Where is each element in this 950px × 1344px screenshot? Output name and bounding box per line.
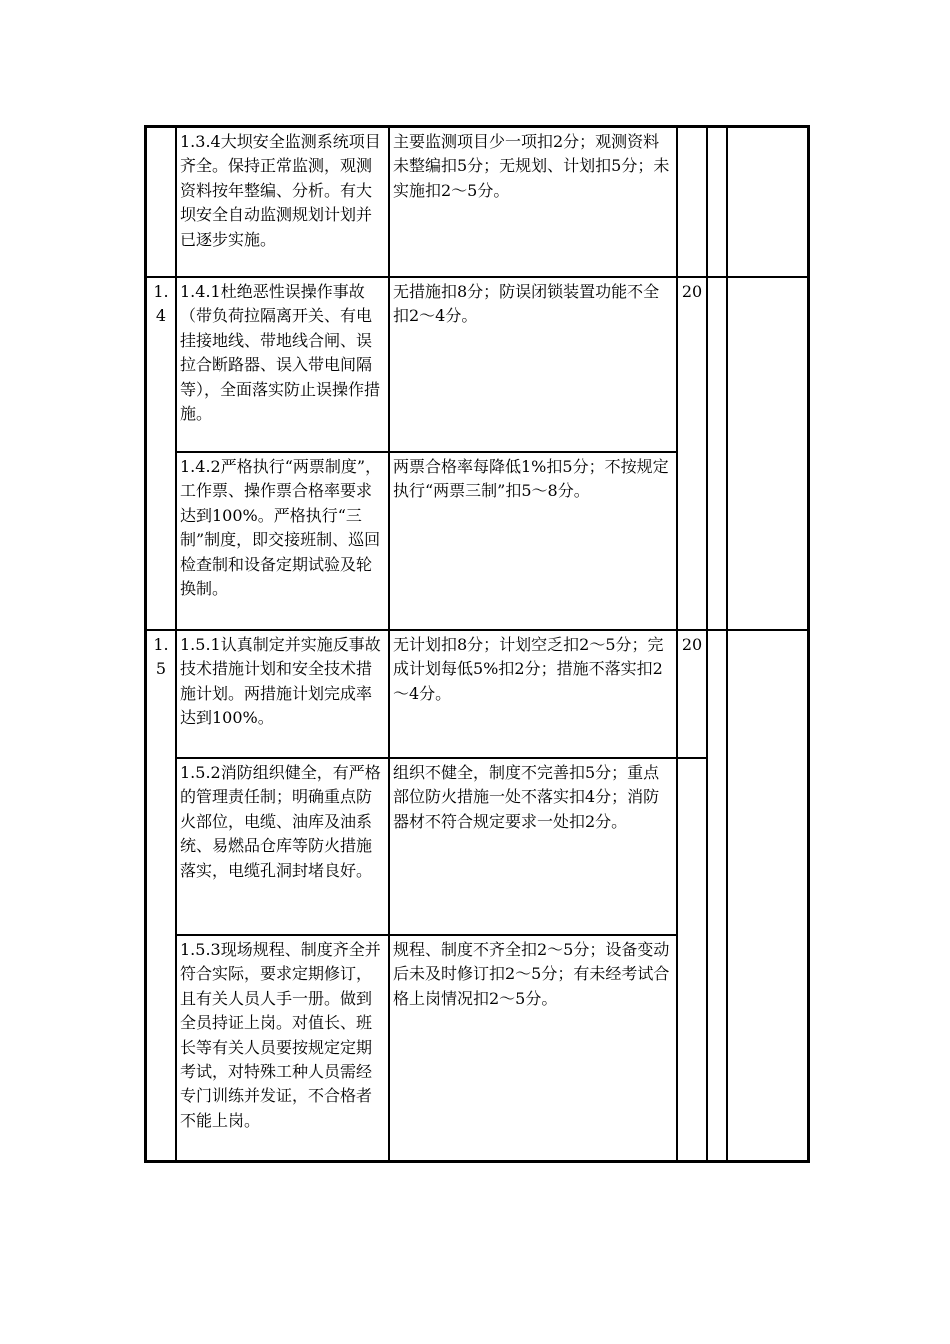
item-requirement-cell: 1.5.3现场规程、制度齐全并符合实际，要求定期修订，且有关人员人手一册。做到全员持证上岗。对值长、班长等有关人员要按规定定期考试，对特殊工种人员需经专门训练并发证，不合格者不能上岗。: [176, 935, 389, 1161]
blank-cell: [707, 277, 727, 630]
table-row: [146, 277, 808, 452]
remarks-cell: [727, 277, 808, 630]
deduction-rule-cell: 两票合格率每降低1%扣5分；不按规定执行“两票三制”扣5～8分。: [389, 452, 677, 630]
score-cell: [677, 127, 707, 277]
group-number-cell: 1.4: [146, 277, 176, 630]
item-requirement-cell: 1.3.4大坝安全监测系统项目齐全。保持正常监测，观测资料按年整编、分析。有大坝安全自动监测规划计划并已逐步实施。: [176, 127, 389, 277]
scoring-table: [144, 125, 810, 1163]
item-requirement-cell: 1.5.2消防组织健全，有严格的管理责任制；明确重点防火部位，电缆、油库及油系统、易燃品仓库等防火措施落实，电缆孔洞封堵良好。: [176, 758, 389, 935]
remarks-cell: [727, 630, 808, 1161]
deduction-rule-cell: 主要监测项目少一项扣2分；观测资料未整编扣5分；无规划、计划扣5分；未实施扣2～5分。: [389, 127, 677, 277]
deduction-rule-cell: 无计划扣8分；计划空乏扣2～5分；完成计划每低5%扣2分；措施不落实扣2～4分。: [389, 630, 677, 758]
score-cell: 20: [677, 277, 707, 630]
score-cell: [677, 758, 707, 1161]
item-requirement-cell: 1.4.2严格执行“两票制度”，工作票、操作票合格率要求达到100%。严格执行“三制”制度，即交接班制、巡回检查制和设备定期试验及轮换制。: [176, 452, 389, 630]
blank-cell: [707, 630, 727, 1161]
deduction-rule-cell: 无措施扣8分；防误闭锁装置功能不全扣2～4分。: [389, 277, 677, 452]
score-cell: 20: [677, 630, 707, 758]
deduction-rule-cell: 规程、制度不齐全扣2～5分；设备变动后未及时修订扣2～5分；有未经考试合格上岗情况扣2～5分。: [389, 935, 677, 1161]
table-row: [146, 127, 808, 277]
item-requirement-cell: 1.5.1认真制定并实施反事故技术措施计划和安全技术措施计划。两措施计划完成率达到100%。: [176, 630, 389, 758]
item-requirement-cell: 1.4.1杜绝恶性误操作事故（带负荷拉隔离开关、有电挂接地线、带地线合闸、误拉合断路器、误入带电间隔等），全面落实防止误操作措施。: [176, 277, 389, 452]
group-number-cell: 1.5: [146, 630, 176, 1161]
deduction-rule-cell: 组织不健全，制度不完善扣5分；重点部位防火措施一处不落实扣4分；消防器材不符合规定要求一处扣2分。: [389, 758, 677, 935]
blank-cell: [707, 127, 727, 277]
remarks-cell: [727, 127, 808, 277]
table-row: [146, 630, 808, 758]
group-number-cell: [146, 127, 176, 277]
